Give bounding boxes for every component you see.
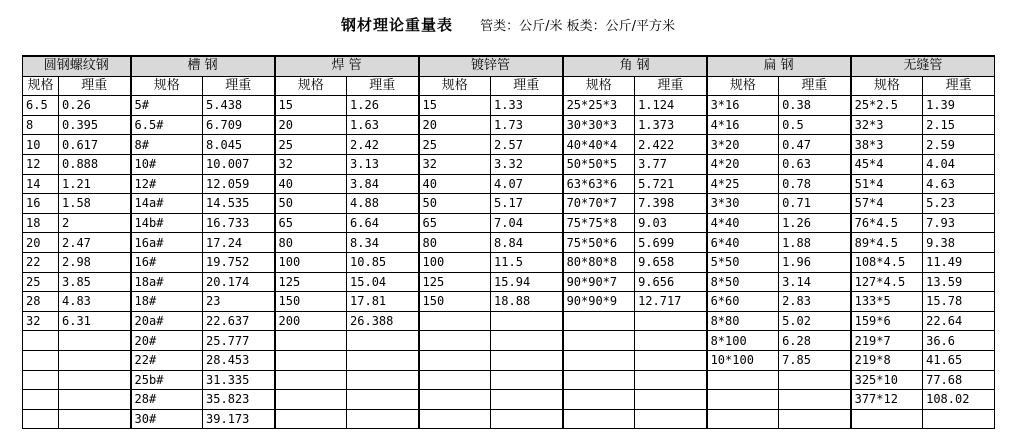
weight-cell xyxy=(491,370,563,390)
weight-cell: 1.373 xyxy=(635,115,707,135)
table-row xyxy=(23,154,995,174)
spec-cell: 8 xyxy=(23,115,59,135)
spec-cell xyxy=(23,331,59,351)
weight-cell: 2.57 xyxy=(491,135,563,155)
spec-cell: 40*40*4 xyxy=(563,135,635,155)
spec-cell: 5# xyxy=(131,96,203,116)
table-row xyxy=(23,409,995,429)
spec-cell: 125 xyxy=(275,272,347,292)
weight-cell: 31.335 xyxy=(203,370,275,390)
weight-cell: 0.38 xyxy=(779,96,851,116)
weight-cell: 11.49 xyxy=(923,252,995,272)
table-row xyxy=(23,331,995,351)
weight-cell: 8.045 xyxy=(203,135,275,155)
spec-cell xyxy=(419,311,491,331)
weight-cell: 3.77 xyxy=(635,154,707,174)
spec-cell: 25*2.5 xyxy=(851,96,923,116)
weight-cell: 6.709 xyxy=(203,115,275,135)
spec-cell: 50*50*5 xyxy=(563,154,635,174)
spec-cell xyxy=(707,370,779,390)
spec-cell: 8*80 xyxy=(707,311,779,331)
weight-cell: 77.68 xyxy=(923,370,995,390)
weight-cell xyxy=(779,390,851,410)
spec-cell: 16# xyxy=(131,252,203,272)
spec-cell xyxy=(563,390,635,410)
spec-cell: 20 xyxy=(419,115,491,135)
weight-cell: 1.21 xyxy=(59,174,131,194)
spec-cell: 40 xyxy=(275,174,347,194)
weight-cell xyxy=(635,390,707,410)
weight-cell: 0.71 xyxy=(779,194,851,214)
spec-cell: 20a# xyxy=(131,311,203,331)
table-row xyxy=(23,272,995,292)
weight-cell xyxy=(635,370,707,390)
weight-cell: 0.888 xyxy=(59,154,131,174)
spec-cell: 219*7 xyxy=(851,331,923,351)
weight-cell: 2 xyxy=(59,213,131,233)
weight-cell xyxy=(59,331,131,351)
group-header-angle-steel: 角 钢 xyxy=(563,56,707,76)
spec-cell: 377*12 xyxy=(851,390,923,410)
weight-cell: 9.03 xyxy=(635,213,707,233)
weight-cell: 1.26 xyxy=(347,96,419,116)
weight-cell xyxy=(347,331,419,351)
spec-cell: 5*50 xyxy=(707,252,779,272)
weight-cell: 5.438 xyxy=(203,96,275,116)
weight-cell: 1.96 xyxy=(779,252,851,272)
weight-cell: 7.85 xyxy=(779,350,851,370)
weight-cell xyxy=(491,311,563,331)
weight-cell: 3.13 xyxy=(347,154,419,174)
weight-cell: 7.93 xyxy=(923,213,995,233)
spec-cell: 25 xyxy=(23,272,59,292)
spec-cell: 100 xyxy=(419,252,491,272)
spec-cell: 3*30 xyxy=(707,194,779,214)
weight-cell: 6.64 xyxy=(347,213,419,233)
weight-cell: 23 xyxy=(203,292,275,312)
column-header-row xyxy=(23,76,995,96)
weight-cell: 0.617 xyxy=(59,135,131,155)
weight-cell: 7.398 xyxy=(635,194,707,214)
weight-cell: 26.388 xyxy=(347,311,419,331)
weight-cell: 12.717 xyxy=(635,292,707,312)
weight-cell: 5.699 xyxy=(635,233,707,253)
spec-cell: 16 xyxy=(23,194,59,214)
weight-cell: 5.23 xyxy=(923,194,995,214)
spec-cell: 25*25*3 xyxy=(563,96,635,116)
table-row xyxy=(23,370,995,390)
spec-cell: 133*5 xyxy=(851,292,923,312)
weight-cell: 0.26 xyxy=(59,96,131,116)
weight-cell: 1.63 xyxy=(347,115,419,135)
spec-cell: 90*90*7 xyxy=(563,272,635,292)
weight-cell xyxy=(59,370,131,390)
spec-cell: 22# xyxy=(131,350,203,370)
spec-cell: 28 xyxy=(23,292,59,312)
weight-cell: 9.658 xyxy=(635,252,707,272)
table-row xyxy=(23,292,995,312)
weight-cell: 1.39 xyxy=(923,96,995,116)
weight-cell: 36.6 xyxy=(923,331,995,351)
spec-cell: 200 xyxy=(275,311,347,331)
spec-cell: 28# xyxy=(131,390,203,410)
spec-cell: 70*70*7 xyxy=(563,194,635,214)
table-row xyxy=(23,174,995,194)
weight-header: 理重 xyxy=(923,76,995,96)
spec-cell: 18a# xyxy=(131,272,203,292)
weight-cell: 10.007 xyxy=(203,154,275,174)
spec-cell: 80 xyxy=(275,233,347,253)
spec-cell: 14 xyxy=(23,174,59,194)
spec-cell: 50 xyxy=(419,194,491,214)
spec-cell: 14b# xyxy=(131,213,203,233)
spec-cell xyxy=(563,350,635,370)
weight-cell: 2.15 xyxy=(923,115,995,135)
spec-cell: 50 xyxy=(275,194,347,214)
weight-cell: 4.88 xyxy=(347,194,419,214)
spec-header: 规格 xyxy=(707,76,779,96)
table-row xyxy=(23,135,995,155)
weight-cell: 15.04 xyxy=(347,272,419,292)
spec-cell: 40 xyxy=(419,174,491,194)
weight-cell: 9.38 xyxy=(923,233,995,253)
spec-cell xyxy=(563,311,635,331)
weight-cell xyxy=(491,409,563,429)
spec-cell: 90*90*9 xyxy=(563,292,635,312)
spec-cell: 75*75*8 xyxy=(563,213,635,233)
weight-cell: 16.733 xyxy=(203,213,275,233)
spec-cell: 12 xyxy=(23,154,59,174)
spec-cell: 8*100 xyxy=(707,331,779,351)
weight-cell: 17.81 xyxy=(347,292,419,312)
table-row xyxy=(23,96,995,116)
spec-cell: 8*50 xyxy=(707,272,779,292)
weight-cell: 0.78 xyxy=(779,174,851,194)
weight-cell: 41.65 xyxy=(923,350,995,370)
spec-cell xyxy=(275,409,347,429)
weight-cell: 2.42 xyxy=(347,135,419,155)
weight-cell: 1.26 xyxy=(779,213,851,233)
weight-cell: 22.64 xyxy=(923,311,995,331)
spec-cell xyxy=(419,370,491,390)
weight-cell: 7.04 xyxy=(491,213,563,233)
spec-cell: 108*4.5 xyxy=(851,252,923,272)
weight-cell xyxy=(59,350,131,370)
weight-cell: 0.63 xyxy=(779,154,851,174)
spec-cell: 20 xyxy=(23,233,59,253)
spec-cell: 3*16 xyxy=(707,96,779,116)
spec-cell xyxy=(419,331,491,351)
spec-cell: 15 xyxy=(275,96,347,116)
spec-header: 规格 xyxy=(563,76,635,96)
spec-cell: 150 xyxy=(275,292,347,312)
spec-cell: 32 xyxy=(275,154,347,174)
spec-cell: 8# xyxy=(131,135,203,155)
weight-cell: 28.453 xyxy=(203,350,275,370)
title-bar xyxy=(0,14,1016,35)
weight-cell: 35.823 xyxy=(203,390,275,410)
spec-cell: 4*20 xyxy=(707,154,779,174)
weight-cell: 108.02 xyxy=(923,390,995,410)
weight-cell: 13.59 xyxy=(923,272,995,292)
spec-cell xyxy=(563,370,635,390)
weight-cell xyxy=(59,409,131,429)
spec-cell: 150 xyxy=(419,292,491,312)
weight-cell xyxy=(347,350,419,370)
spec-cell: 30*30*3 xyxy=(563,115,635,135)
weight-cell xyxy=(347,370,419,390)
weight-cell: 4.83 xyxy=(59,292,131,312)
weight-cell: 3.14 xyxy=(779,272,851,292)
weight-header: 理重 xyxy=(635,76,707,96)
spec-cell: 25 xyxy=(419,135,491,155)
weight-cell xyxy=(779,409,851,429)
weight-cell: 1.58 xyxy=(59,194,131,214)
weight-cell: 5.17 xyxy=(491,194,563,214)
weight-cell: 4.07 xyxy=(491,174,563,194)
weight-cell: 10.85 xyxy=(347,252,419,272)
weight-cell: 0.395 xyxy=(59,115,131,135)
spec-header: 规格 xyxy=(851,76,923,96)
weight-cell: 18.88 xyxy=(491,292,563,312)
weight-cell: 5.02 xyxy=(779,311,851,331)
weight-cell xyxy=(923,409,995,429)
table-row xyxy=(23,311,995,331)
spec-cell: 80 xyxy=(419,233,491,253)
weight-cell: 39.173 xyxy=(203,409,275,429)
spec-cell: 75*50*6 xyxy=(563,233,635,253)
group-header-seamless-pipe: 无缝管 xyxy=(851,56,995,76)
weight-cell: 9.656 xyxy=(635,272,707,292)
weight-cell xyxy=(635,331,707,351)
spec-cell xyxy=(23,409,59,429)
weight-cell: 8.84 xyxy=(491,233,563,253)
spec-cell: 4*40 xyxy=(707,213,779,233)
weight-cell: 3.84 xyxy=(347,174,419,194)
group-header-galvanized-pipe: 镀锌管 xyxy=(419,56,563,76)
spec-cell: 76*4.5 xyxy=(851,213,923,233)
spec-cell xyxy=(275,331,347,351)
weight-cell: 2.47 xyxy=(59,233,131,253)
weight-cell: 6.28 xyxy=(779,331,851,351)
spec-cell: 65 xyxy=(419,213,491,233)
weight-cell xyxy=(635,409,707,429)
spec-cell: 25b# xyxy=(131,370,203,390)
weight-cell: 15.94 xyxy=(491,272,563,292)
spec-header: 规格 xyxy=(275,76,347,96)
spec-cell: 18 xyxy=(23,213,59,233)
weight-cell xyxy=(491,331,563,351)
table-row xyxy=(23,194,995,214)
weight-cell: 6.31 xyxy=(59,311,131,331)
spec-cell: 6*40 xyxy=(707,233,779,253)
spec-cell: 63*63*6 xyxy=(563,174,635,194)
table-row xyxy=(23,213,995,233)
spec-cell: 32 xyxy=(419,154,491,174)
spec-cell xyxy=(23,390,59,410)
spec-cell: 80*80*8 xyxy=(563,252,635,272)
spec-cell xyxy=(275,390,347,410)
weight-header: 理重 xyxy=(347,76,419,96)
weight-cell xyxy=(635,350,707,370)
weight-cell: 0.5 xyxy=(779,115,851,135)
weight-cell xyxy=(491,390,563,410)
weight-cell: 20.174 xyxy=(203,272,275,292)
weight-cell: 2.98 xyxy=(59,252,131,272)
spec-cell: 45*4 xyxy=(851,154,923,174)
weight-header: 理重 xyxy=(491,76,563,96)
spec-cell xyxy=(275,350,347,370)
spec-cell: 22 xyxy=(23,252,59,272)
spec-cell: 127*4.5 xyxy=(851,272,923,292)
spec-cell xyxy=(563,331,635,351)
spec-cell: 30# xyxy=(131,409,203,429)
spec-cell xyxy=(23,350,59,370)
weight-header: 理重 xyxy=(779,76,851,96)
spec-cell: 89*4.5 xyxy=(851,233,923,253)
weight-cell: 1.73 xyxy=(491,115,563,135)
table-row xyxy=(23,233,995,253)
weight-cell: 0.47 xyxy=(779,135,851,155)
weight-cell: 2.59 xyxy=(923,135,995,155)
weight-cell xyxy=(347,409,419,429)
spec-cell: 32 xyxy=(23,311,59,331)
spec-cell xyxy=(419,390,491,410)
weight-cell: 1.124 xyxy=(635,96,707,116)
spec-cell: 6*60 xyxy=(707,292,779,312)
spec-cell: 20 xyxy=(275,115,347,135)
weight-cell: 3.85 xyxy=(59,272,131,292)
spec-cell: 25 xyxy=(275,135,347,155)
group-header-channel-steel: 槽 钢 xyxy=(131,56,275,76)
spec-cell: 14a# xyxy=(131,194,203,214)
spec-cell: 18# xyxy=(131,292,203,312)
weight-cell: 3.32 xyxy=(491,154,563,174)
spec-cell: 32*3 xyxy=(851,115,923,135)
group-header-round-bar: 圆钢螺纹钢 xyxy=(23,56,131,76)
weight-cell: 22.637 xyxy=(203,311,275,331)
spec-cell: 100 xyxy=(275,252,347,272)
spec-header: 规格 xyxy=(23,76,59,96)
weight-cell xyxy=(635,311,707,331)
weight-cell: 1.88 xyxy=(779,233,851,253)
weight-cell: 4.04 xyxy=(923,154,995,174)
spec-cell: 6.5# xyxy=(131,115,203,135)
spec-cell xyxy=(851,409,923,429)
weight-cell xyxy=(779,370,851,390)
table-row xyxy=(23,252,995,272)
unit-note: 管类：公斤/米 板类：公斤/平方米 xyxy=(480,19,675,34)
weight-cell: 19.752 xyxy=(203,252,275,272)
spec-cell xyxy=(707,390,779,410)
spec-cell: 57*4 xyxy=(851,194,923,214)
weight-cell: 2.83 xyxy=(779,292,851,312)
spec-cell: 10 xyxy=(23,135,59,155)
table-row xyxy=(23,350,995,370)
weight-cell: 17.24 xyxy=(203,233,275,253)
spec-cell: 38*3 xyxy=(851,135,923,155)
weight-cell: 5.721 xyxy=(635,174,707,194)
spec-header: 规格 xyxy=(419,76,491,96)
spec-cell: 15 xyxy=(419,96,491,116)
spec-cell: 16a# xyxy=(131,233,203,253)
weight-cell xyxy=(59,390,131,410)
spec-cell: 125 xyxy=(419,272,491,292)
weight-cell: 1.33 xyxy=(491,96,563,116)
spec-cell: 10*100 xyxy=(707,350,779,370)
spec-cell: 65 xyxy=(275,213,347,233)
page-title: 钢材理论重量表 xyxy=(340,16,453,34)
group-header-flat-steel: 扁 钢 xyxy=(707,56,851,76)
weight-cell: 12.059 xyxy=(203,174,275,194)
weight-header: 理重 xyxy=(203,76,275,96)
spec-cell: 219*8 xyxy=(851,350,923,370)
spec-header: 规格 xyxy=(131,76,203,96)
weight-cell: 11.5 xyxy=(491,252,563,272)
weight-cell: 25.777 xyxy=(203,331,275,351)
spec-cell: 4*25 xyxy=(707,174,779,194)
weight-header: 理重 xyxy=(59,76,131,96)
weight-cell xyxy=(347,390,419,410)
weight-cell: 15.78 xyxy=(923,292,995,312)
spec-cell: 325*10 xyxy=(851,370,923,390)
spec-cell: 4*16 xyxy=(707,115,779,135)
spec-cell: 3*20 xyxy=(707,135,779,155)
spec-cell xyxy=(563,409,635,429)
spec-cell xyxy=(419,350,491,370)
spec-cell: 10# xyxy=(131,154,203,174)
spec-cell: 159*6 xyxy=(851,311,923,331)
table-row xyxy=(23,390,995,410)
steel-weight-table xyxy=(22,55,995,429)
spec-cell: 12# xyxy=(131,174,203,194)
weight-cell: 8.34 xyxy=(347,233,419,253)
weight-cell: 2.422 xyxy=(635,135,707,155)
spec-cell xyxy=(275,370,347,390)
table-row xyxy=(23,115,995,135)
group-header-welded-pipe: 焊 管 xyxy=(275,56,419,76)
weight-cell xyxy=(491,350,563,370)
spec-cell xyxy=(707,409,779,429)
spec-cell xyxy=(419,409,491,429)
weight-cell: 4.63 xyxy=(923,174,995,194)
spec-cell: 20# xyxy=(131,331,203,351)
spec-cell: 51*4 xyxy=(851,174,923,194)
group-header-row xyxy=(23,56,995,76)
weight-cell: 14.535 xyxy=(203,194,275,214)
spec-cell: 6.5 xyxy=(23,96,59,116)
spec-cell xyxy=(23,370,59,390)
